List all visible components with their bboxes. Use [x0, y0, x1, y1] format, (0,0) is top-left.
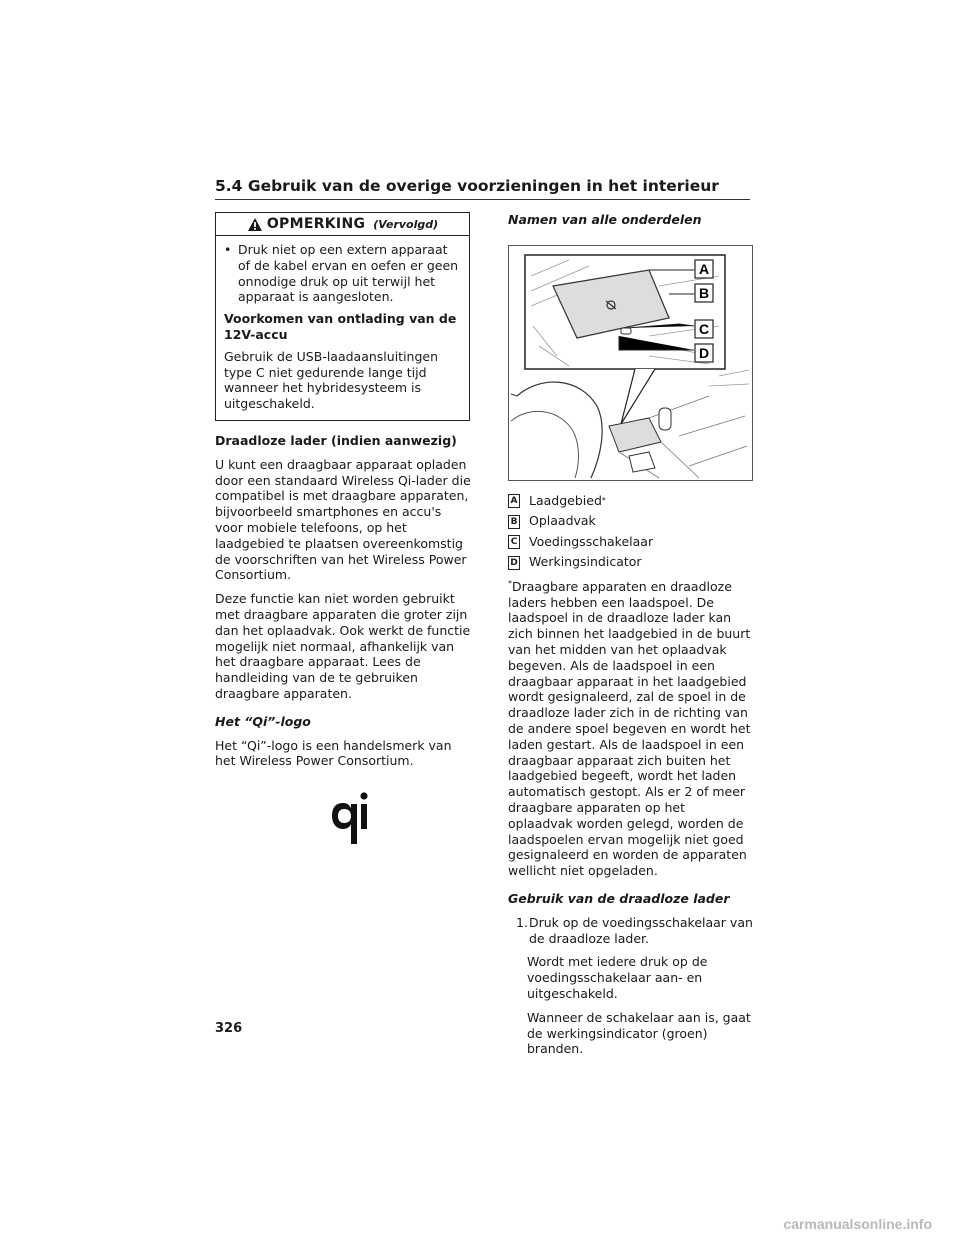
figure-label-a: A: [698, 260, 710, 277]
bullet-dot-icon: •: [224, 242, 232, 257]
label-c-key: C: [508, 535, 520, 549]
wireless-charger-heading: Draadloze lader (indien aanwezig): [215, 432, 457, 448]
console-drawing-icon: [509, 246, 752, 480]
note-subheading: Voorkomen van ontlading van de 12V-accu: [224, 311, 457, 342]
label-d-text: Werkingsindicator: [529, 554, 642, 570]
charger-illustration: [508, 245, 753, 481]
qi-logo-icon: [330, 783, 370, 845]
note-title: OPMERKING: [266, 216, 366, 232]
parts-heading: Namen van alle onderdelen: [508, 212, 702, 227]
footnote-text: Draagbare apparaten en draadloze laders hebben een laadspoel. De laadspoel in de draadloze lader kan zich binnen het laadgebied in de buurt van het midden van het oplaadvak begeven. Als de laadspoel in een draagbaar apparaat in het laadgebied wordt gesignaleerd, zal de spoel in de draadloze lader zich in de richting van de andere spoel begeven en wordt het laden gestart. Als de laadspoel in een draagbaar apparaat zich buiten het laadgebied begeeft, wordt het laden automatisch gestopt. Als er 2 of meer draagbare apparaten op het oplaadvak worden gelegd, worden de laadspoelen ervan mogelijk niet goed gesignaleerd en worden de apparaten wellicht niet opgeladen.: [508, 578, 751, 879]
paragraph-3: Het “Qi”-logo is een handelsmerk van het Wireless Power Consortium.: [215, 737, 452, 769]
page-number: 326: [215, 1021, 243, 1036]
label-b: [508, 511, 753, 532]
section-header: 5.4 Gebruik van de overige voorzieningen in het interieur: [215, 177, 750, 200]
right-column: [508, 212, 753, 1057]
label-d-key: D: [508, 556, 520, 570]
note-continued: (Vervolgd): [373, 217, 439, 231]
step-1: [508, 915, 753, 947]
qi-logo-heading: Het “Qi”-logo: [215, 713, 311, 729]
paragraph-2: Deze functie kan niet worden gebruikt met draagbare apparaten die groter zijn dan het oplaadvak. Ook werkt de functie mogelijk niet normaal, afhankelijk van het draagbare apparaat. Lees de handleiding van de te gebruiken draagbare apparaten.: [215, 591, 471, 701]
label-c-text: Voedingsschakelaar: [529, 533, 654, 549]
figure-label-d: D: [698, 344, 710, 361]
label-a: A Laadgebied *: [508, 491, 753, 512]
label-b-key: B: [508, 515, 520, 529]
figure-label-c: C: [698, 320, 710, 337]
step-paragraph-2: Wanneer de schakelaar aan is, gaat de werkingsindicator (groen) branden.: [527, 1009, 751, 1057]
step-text: Druk op de voedingsschakelaar van de draadloze lader.: [529, 914, 753, 946]
label-a-key: A: [508, 494, 520, 508]
label-d: [508, 552, 753, 573]
note-body: [216, 236, 469, 420]
footnote: [508, 579, 753, 879]
label-b-text: Oplaadvak: [529, 513, 596, 529]
figure-label-b: B: [698, 284, 710, 301]
note-bullet-text: Druk niet op een extern apparaat of de kabel ervan en oefen er geen onnodige druk op uit terwijl het apparaat is aangesloten.: [238, 242, 459, 305]
label-c: [508, 532, 753, 553]
note-box: [215, 212, 470, 421]
label-a-text: Laadgebied: [529, 492, 602, 508]
warning-icon: [247, 217, 263, 232]
paragraph-1: U kunt een draagbaar apparaat opladen door een standaard Wireless Qi-lader die compatibel is met draagbare apparaten, bijvoorbeeld smartphones en accu's voor mobiele telefoons, op het laadgebied te plaatsen overeenkomstig de voorschriften van het Wireless Power Consortium.: [215, 456, 471, 583]
step-paragraph-1: Wordt met iedere druk op de voedingsschakelaar aan- en uitgeschakeld.: [527, 954, 708, 1001]
usage-heading: Gebruik van de draadloze lader: [508, 890, 730, 906]
note-text: Gebruik de USB-laadaansluitingen type C niet gedurende lange tijd wanneer het hybridesysteem is uitgeschakeld.: [224, 348, 439, 412]
note-header: [216, 213, 469, 236]
step-number: 1.: [516, 914, 528, 930]
left-column: [215, 212, 472, 845]
note-bullet: [224, 242, 461, 305]
watermark: carmanualsonline.info: [783, 1216, 932, 1232]
footnote-mark: *: [508, 578, 512, 588]
